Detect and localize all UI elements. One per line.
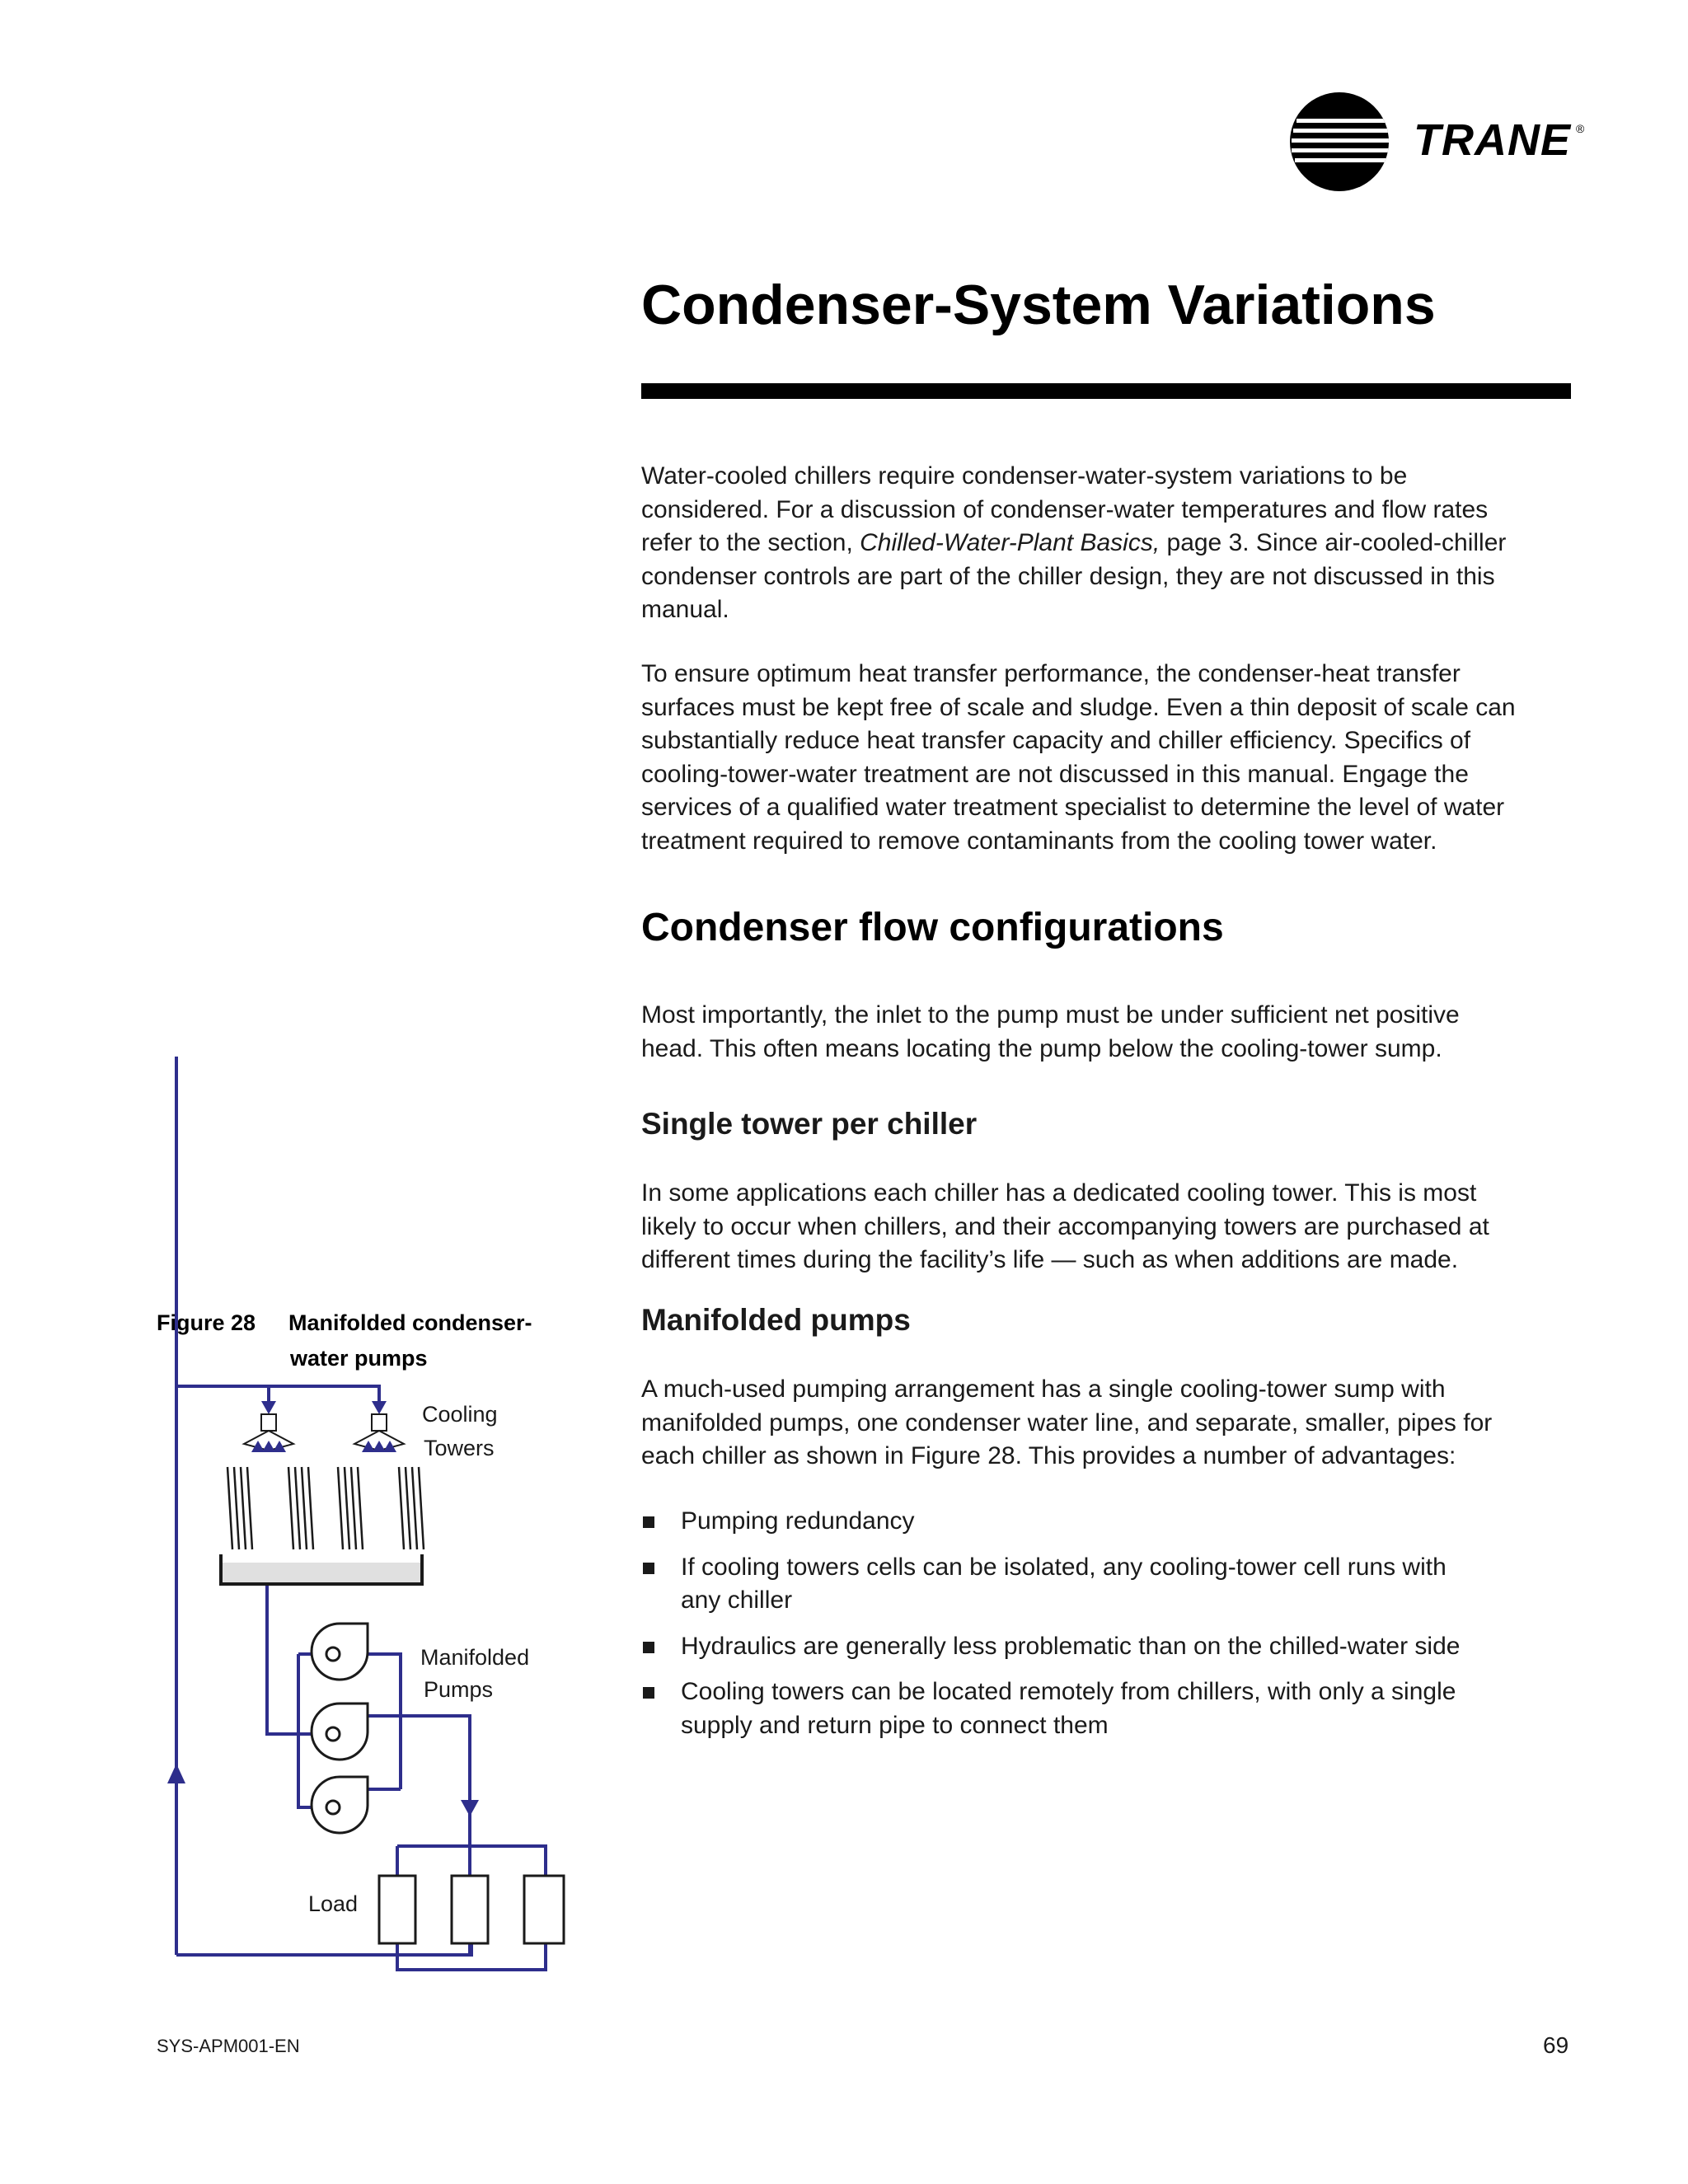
label-load: Load: [308, 1891, 359, 1916]
list-item: [641, 1630, 1581, 1664]
load-coil: [452, 1876, 488, 1943]
list-item: [641, 1551, 1581, 1618]
text-line: Water-cooled chillers require condenser-water-system variations to be: [641, 462, 1408, 490]
text-line: Pumping redundancy: [681, 1507, 915, 1535]
spray-nozzle-icon: [262, 1441, 275, 1452]
load-coil: [379, 1876, 415, 1943]
title-rule: [641, 383, 1571, 399]
text-line: cooling-tower-water treatment are not discussed in this manual. Engage the: [641, 760, 1469, 788]
text-line: condenser controls are part of the chiller design, they are not discussed in this: [641, 562, 1495, 590]
text-line: Most importantly, the inlet to the pump must be under sufficient net positive: [641, 1001, 1460, 1029]
text-line: supply and return pipe to connect them: [681, 1711, 1109, 1739]
spray-nozzle-icon: [383, 1441, 396, 1452]
text-line: services of a qualified water treatment specialist to determine the level of water: [641, 794, 1505, 821]
spray-nozzle-icon: [251, 1441, 265, 1452]
spray-nozzle-icon: [362, 1441, 375, 1452]
label-towers: Towers: [424, 1436, 495, 1460]
text-line: each chiller as shown in Figure 28. This provides a number of advantages:: [641, 1442, 1456, 1469]
document-id: SYS-APM001-EN: [157, 2036, 300, 2056]
cooling-tower-left: [227, 1414, 313, 1549]
tower-fill-right: [338, 1467, 424, 1549]
text-line: treatment required to remove contaminants from the cooling tower water.: [641, 827, 1437, 855]
page-title: Condenser-System Variations: [641, 274, 1436, 336]
text-line: In some applications each chiller has a dedicated cooling tower. This is most: [641, 1179, 1477, 1207]
text-line: Cooling towers can be located remotely from chillers, with only a single: [681, 1678, 1456, 1705]
figure-number: Figure 28: [157, 1310, 256, 1335]
pump-icon: [312, 1704, 368, 1760]
square-bullet-icon: [643, 1687, 654, 1699]
cooling-tower-sump: [221, 1554, 422, 1584]
text-line: different times during the facility’s life — such as when additions are made.: [641, 1246, 1459, 1273]
section-heading-flow: Condenser flow configurations: [641, 906, 1224, 949]
brand-wordmark: TRANE: [1414, 115, 1571, 165]
cooling-tower-right: [338, 1414, 424, 1549]
text-line: Hydraulics are generally less problematic than on the chilled-water side: [681, 1632, 1461, 1660]
load-coil: [524, 1876, 564, 1943]
figure-caption-line-1: Manifolded condenser-: [288, 1310, 532, 1335]
spray-nozzle-icon: [273, 1441, 286, 1452]
page-number: 69: [1543, 2032, 1569, 2058]
text-line: substantially reduce heat transfer capacity and chiller efficiency. Specifics of: [641, 727, 1471, 754]
pump-icon: [312, 1777, 368, 1833]
spray-nozzle-icon: [373, 1441, 386, 1452]
list-item: [641, 1675, 1581, 1742]
text-line: likely to occur when chillers, and their accompanying towers are purchased at: [641, 1212, 1489, 1240]
label-manifolded: Manifolded: [420, 1645, 530, 1670]
text-line: surfaces must be kept free of scale and sludge. Even a thin deposit of scale can: [641, 693, 1516, 721]
pump-icon: [312, 1624, 368, 1680]
label-pumps: Pumps: [424, 1677, 494, 1702]
text-line: A much-used pumping arrangement has a single cooling-tower sump with: [641, 1376, 1446, 1403]
text-line: If cooling towers cells can be isolated, any cooling-tower cell runs with: [681, 1553, 1447, 1581]
manifolded-paragraph: [641, 1373, 1581, 1474]
list-item: [641, 1505, 1581, 1539]
arrow-down-icon: [372, 1401, 387, 1414]
registered-mark: ®: [1576, 122, 1585, 135]
square-bullet-icon: [643, 1563, 654, 1574]
flow-paragraph: [641, 999, 1581, 1066]
tower-fill-left: [227, 1467, 313, 1549]
text-line: manual.: [641, 596, 729, 623]
arrow-up-icon: [167, 1764, 185, 1783]
intro-paragraph-2: [641, 658, 1581, 858]
text-line: [641, 527, 1581, 560]
pipe-network: [176, 1057, 546, 1970]
text-line: considered. For a discussion of condenser-water temperatures and flow rates: [641, 495, 1489, 523]
square-bullet-icon: [643, 1516, 654, 1528]
text-line: manifolded pumps, one condenser water line, and separate, smaller, pipes for: [641, 1408, 1493, 1436]
square-bullet-icon: [643, 1642, 654, 1653]
advantages-list: [641, 1505, 1581, 1755]
intro-paragraph-1: [641, 460, 1581, 627]
arrow-down-icon: [461, 1800, 479, 1816]
subsection-heading-single-tower: Single tower per chiller: [641, 1107, 978, 1141]
label-cooling: Cooling: [422, 1402, 498, 1427]
text-line: head. This often means locating the pump below the cooling-tower sump.: [641, 1034, 1442, 1062]
sump-drain-pipe: [267, 1584, 326, 1734]
single-tower-paragraph: [641, 1177, 1581, 1277]
figure-caption-line-2: water pumps: [290, 1346, 428, 1371]
subsection-heading-manifolded: Manifolded pumps: [641, 1303, 911, 1337]
arrow-down-icon: [261, 1401, 276, 1414]
text-line: any chiller: [681, 1586, 793, 1614]
load-units: [379, 1876, 564, 1943]
text-run: page 3. Since air-cooled-chiller: [1160, 529, 1507, 556]
text-line: To ensure optimum heat transfer performance, the condenser-heat transfer: [641, 660, 1461, 687]
manifolded-pump-set: [312, 1624, 368, 1833]
text-run: refer to the section,: [641, 529, 860, 556]
section-reference-link: Chilled-Water-Plant Basics,: [860, 529, 1160, 556]
